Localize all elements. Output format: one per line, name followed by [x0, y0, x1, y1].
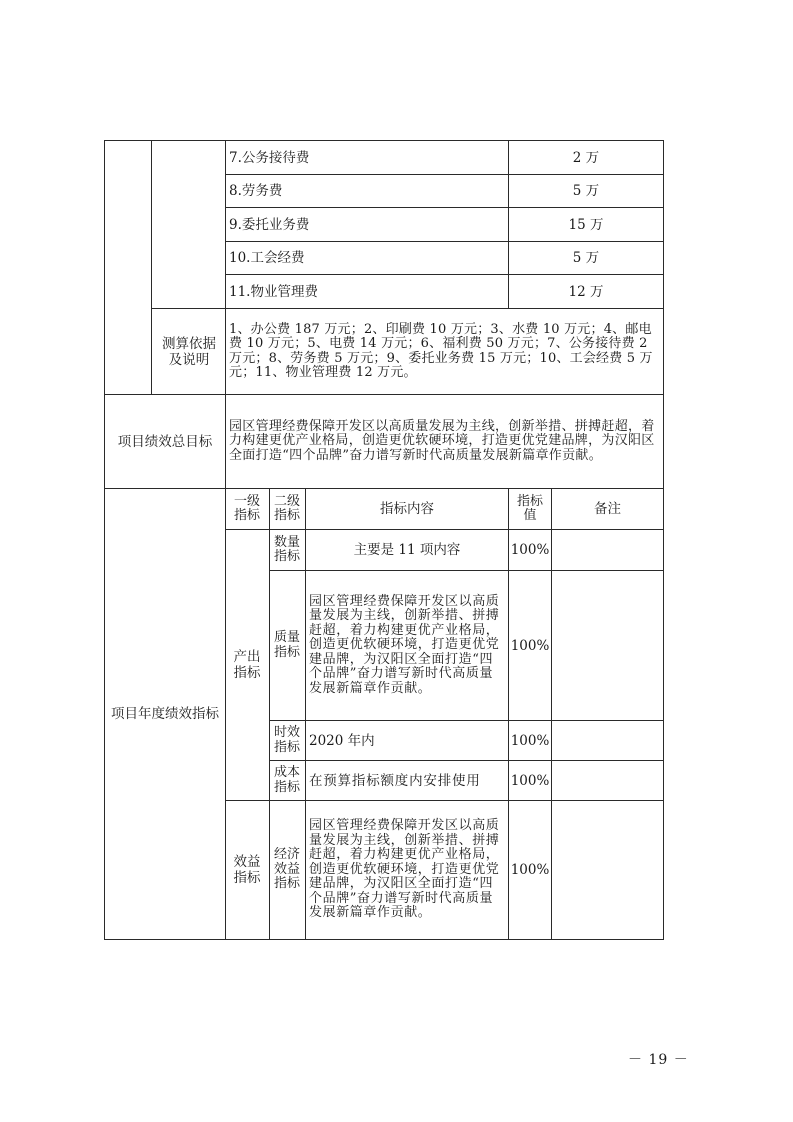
indicator-content-text: 园区管理经费保障开发区以高质量发展为主线，创新举措、拼搏赶超，着力构建更优产业格局，创造更优软硬环境，打造更优党建品牌，为汉阳区全面打造“四个品牌”奋力谱写新时代高质量发展新篇章作贡献。 [309, 818, 500, 921]
indicator-value: 100% [510, 732, 550, 749]
level2-label: 经济效益指标 [273, 847, 300, 892]
indicator-value: 100% [510, 862, 550, 878]
level2-label: 数量指标 [273, 534, 300, 564]
expense-item-value: 5 万 [572, 250, 600, 266]
level2-label: 成本指标 [273, 765, 300, 795]
col-divider [151, 140, 152, 394]
indicator-remark [552, 801, 663, 939]
expense-item-label: 8.劳务费 [229, 183, 283, 199]
indicator-remark [552, 530, 663, 570]
indicator-remark [552, 761, 663, 800]
overall-goal-text [226, 395, 663, 488]
indicator-content: 在预算指标额度内安排使用 [309, 772, 481, 789]
calc-basis-label [156, 309, 222, 394]
table-right-border [663, 140, 664, 940]
indicator-content: 2020 年内 [309, 732, 375, 749]
annual-indicators-label [110, 489, 220, 939]
indicator-remark [552, 571, 663, 720]
level1-output: 产出指标 [233, 649, 261, 681]
expense-item-value: 12 万 [568, 283, 604, 300]
indicator-content [306, 801, 508, 939]
expense-item-label: 9.委托业务费 [229, 216, 310, 233]
indicator-content: 主要是 11 项内容 [353, 542, 461, 558]
level2-label: 时效指标 [273, 725, 300, 755]
expense-item-value: 2 万 [572, 149, 600, 166]
indicator-content-text: 园区管理经费保障开发区以高质量发展为主线，创新举措、拼搏赶超，着力构建更优产业格局，创造更优软硬环境，打造更优党建品牌，为汉阳区全面打造“四个品牌”奋力谱写新时代高质量发展新篇章作贡献。 [309, 593, 500, 696]
header-remark: 备注 [594, 501, 621, 517]
expense-item-label: 7.公务接待费 [229, 149, 310, 166]
header-level2: 二级指标 [273, 493, 300, 523]
calc-basis-content: 1、办公费 187 万元；2、印刷费 10 万元；3、水费 10 万元；4、邮电费 10 万元；5、电费 14 万元；6、福利费 50 万元；7、公务接待费 2 万元；8、劳务费 5 万元；9、委托业务费 15 万元；10、工会经费 5 万元；11、物业管理费 12 万元。 [229, 321, 653, 380]
indicator-value: 100% [510, 772, 550, 789]
indicator-value: 100% [510, 637, 550, 654]
expense-item-value: 15 万 [568, 216, 604, 233]
header-content: 指标内容 [380, 501, 434, 517]
calc-basis-text [226, 309, 663, 394]
calc-basis-label-text: 测算依据及说明 [162, 335, 216, 368]
level1-benefit: 效益指标 [233, 854, 261, 886]
level2-label: 质量指标 [273, 630, 300, 660]
table-bottom-border [104, 939, 664, 940]
indicator-content [306, 571, 508, 720]
expense-item-label: 10.工会经费 [229, 250, 305, 266]
table-left-border [104, 140, 105, 940]
header-level1: 一级指标 [233, 493, 260, 523]
col-divider [269, 488, 270, 939]
indicator-remark [552, 721, 663, 760]
overall-goal-label: 项目绩效总目标 [117, 433, 213, 450]
overall-goal-content: 园区管理经费保障开发区以高质量发展为主线，创新举措、拼搏赶超，着力构建更优产业格局，创造更优软硬环境，打造更优党建品牌，为汉阳区全面打造“四个品牌”奋力谱写新时代高质量发展新篇章作贡献。 [229, 418, 655, 463]
annual-indicators-label-text: 项目年度绩效指标 [111, 706, 219, 722]
expense-item-label: 11.物业管理费 [229, 283, 318, 300]
page-number: － 19 － [628, 1052, 689, 1068]
header-value: 指标值 [516, 493, 543, 523]
expense-item-value: 5 万 [572, 183, 600, 199]
indicator-value: 100% [510, 542, 550, 558]
